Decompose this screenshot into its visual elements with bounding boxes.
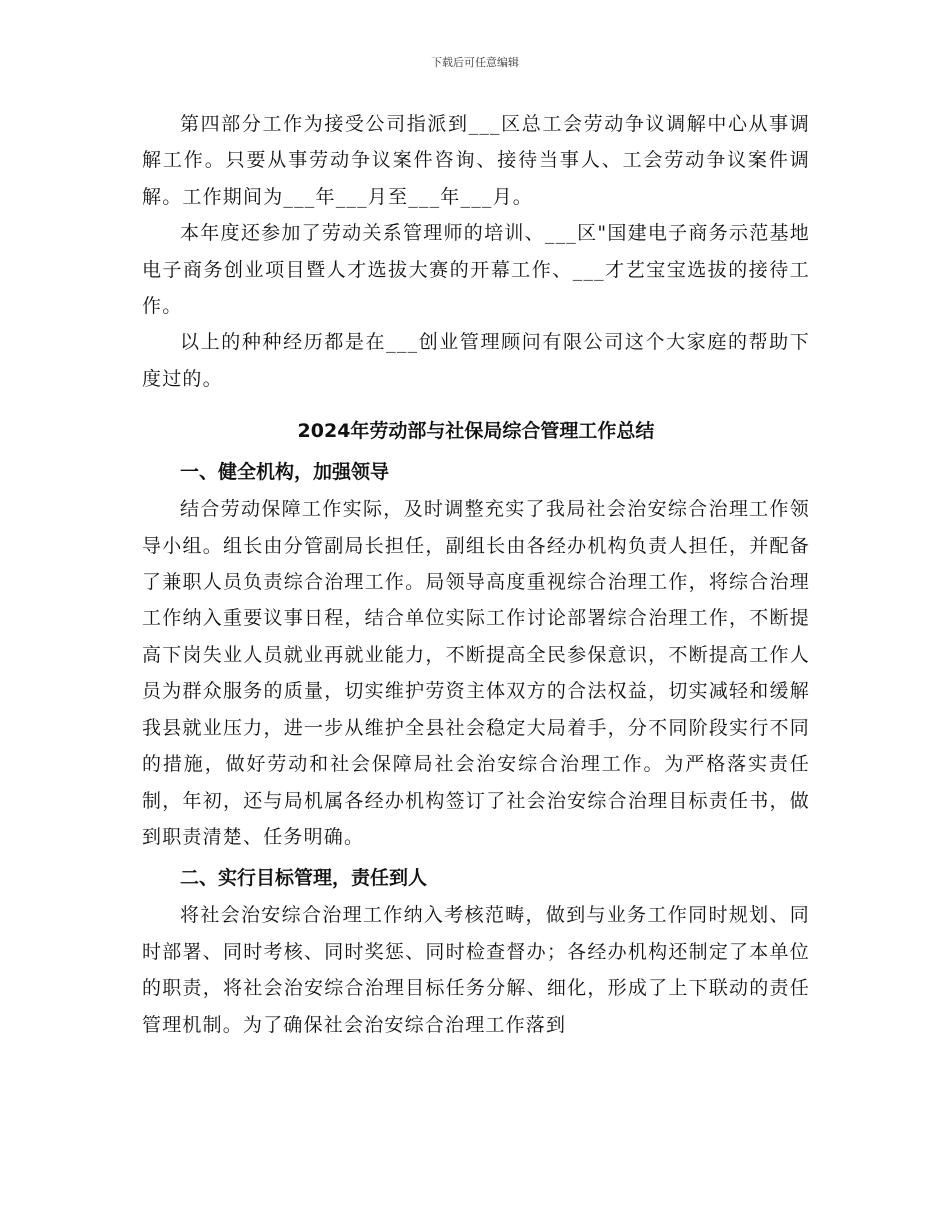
- intro-paragraph-3: 以上的种种经历都是在___创业管理顾问有限公司这个大家庭的帮助下度过的。: [142, 331, 810, 390]
- intro-paragraph-1: 第四部分工作为接受公司指派到___区总工会劳动争议调解中心从事调解工作。只要从事劳动争议案件咨询、接待当事人、工会劳动争议案件调解。工作期间为___年___月至___年___月。: [142, 113, 810, 208]
- section-1-body: 结合劳动保障工作实际，及时调整充实了我局社会治安综合治理工作领导小组。组长由分管副局长担任，副组长由各经办机构负责人担任，并配备了兼职人员负责综合治理工作。局领导高度重视综合治理工作，将综合治理工作纳入重要议事日程，结合单位实际工作讨论部署综合治理工作，不断提高下岗失业人员就业再就业能力，不断提高全民参保意识，不断提高工作人员为群众服务的质量，切实维护劳资主体双方的合法权益，切实减轻和缓解我县就业压力，进一步从维护全县社会稳定大局着手，分不同阶段实行不同的措施，做好劳动和社会保障局社会治安综合治理工作。为严格落实责任制，年初，还与局机属各经办机构签订了社会治安综合治理目标责任书，做到职责清楚、任务明确。: [142, 498, 810, 848]
- page-header: 下载后可任意编辑: [431, 56, 519, 69]
- section-2-heading: 二、实行目标管理，责任到人: [180, 867, 428, 890]
- section-1-heading: 一、健全机构，加强领导: [180, 461, 390, 484]
- document-body: [142, 106, 810, 1043]
- intro-paragraph-2: 本年度还参加了劳动关系管理师的培训、___区"国建电子商务示范基地电子商务创业项目暨人才选拔大赛的开幕工作、___才艺宝宝选拔的接待工作。: [142, 222, 810, 318]
- document-title: 2024年劳动部与社保局综合管理工作总结: [297, 420, 655, 443]
- section-2-body: 将社会治安综合治理工作纳入考核范畴，做到与业务工作同时规划、同时部署、同时考核、同时奖惩、同时检查督办；各经办机构还制定了本单位的职责，将社会治安综合治理目标任务分解、细化，形成了上下联动的责任管理机制。为了确保社会治安综合治理工作落到: [142, 904, 810, 1036]
